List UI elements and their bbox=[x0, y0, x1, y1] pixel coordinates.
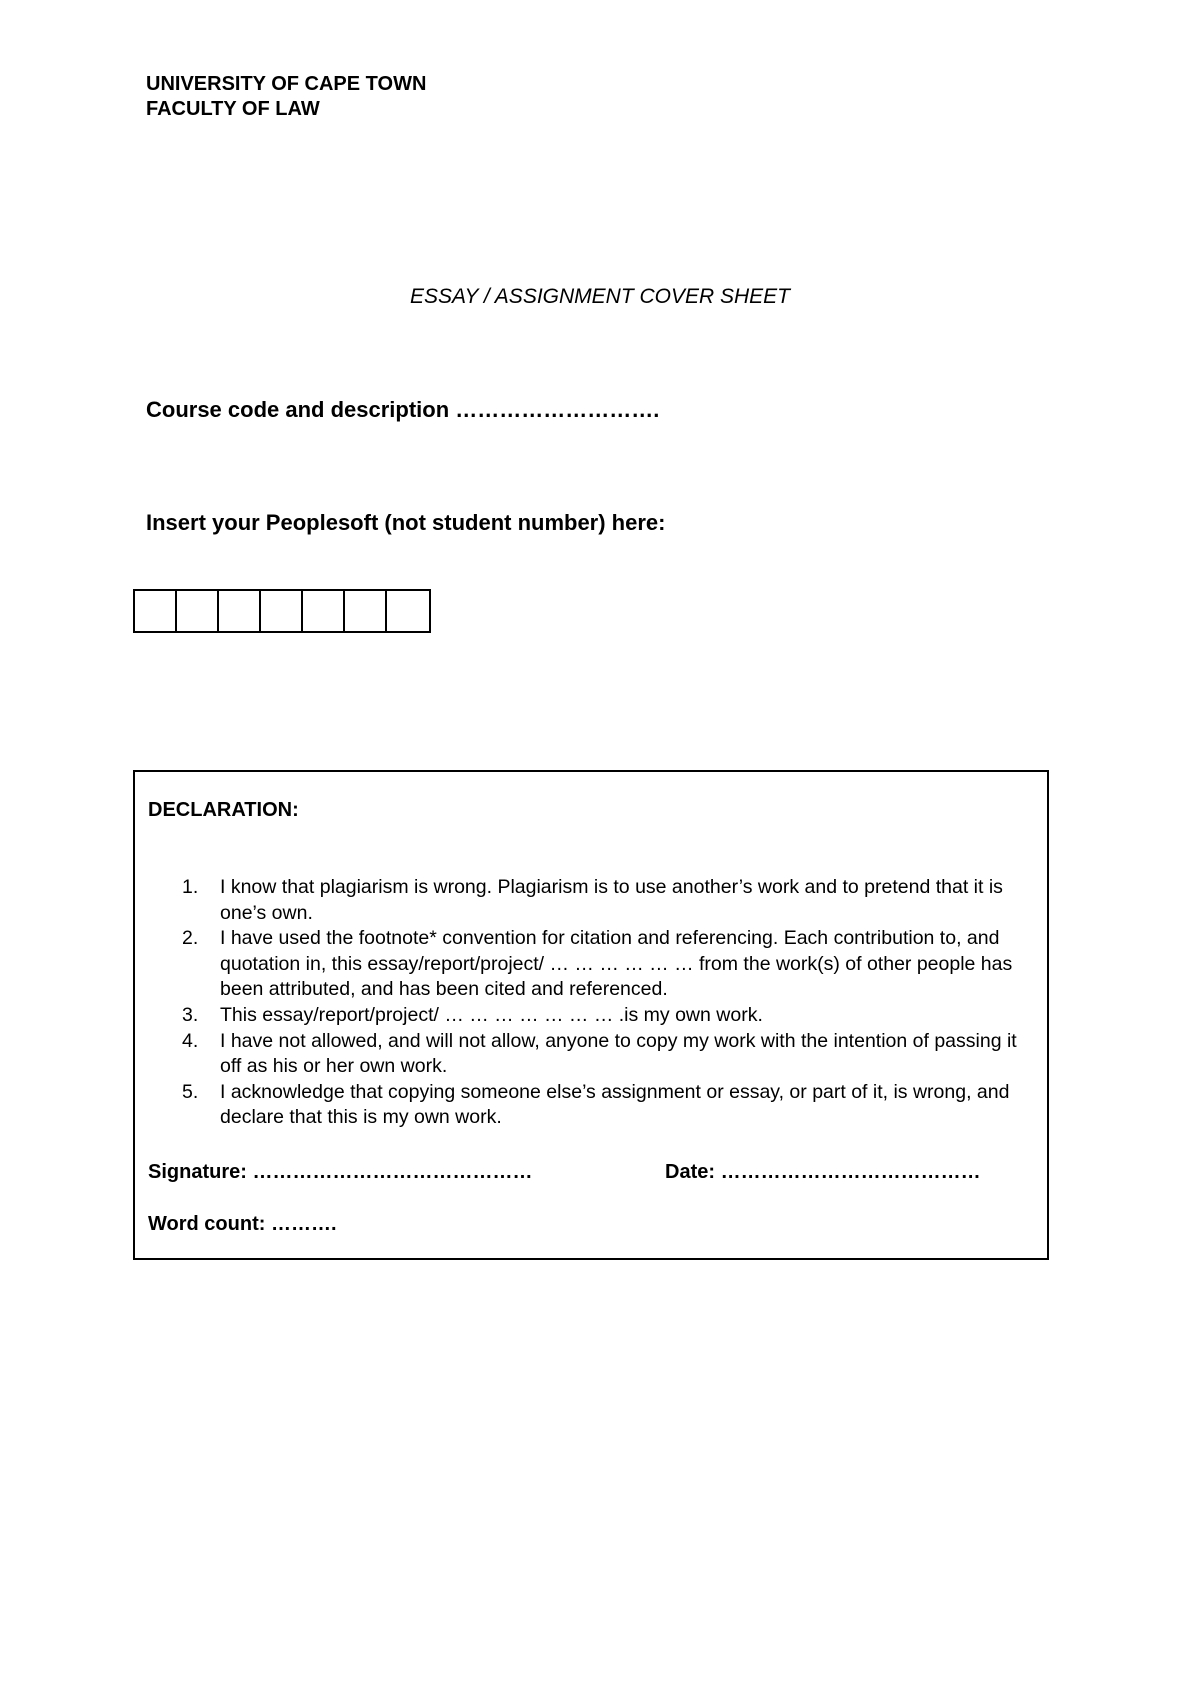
declaration-item-text: I acknowledge that copying someone else’s assignment or essay, or part of it, is wrong, and declare that this is my own work. bbox=[220, 1080, 1010, 1129]
signature-field[interactable]: Signature: …………………………………… bbox=[148, 1161, 533, 1183]
declaration-item-text: I have not allowed, and will not allow, anyone to copy my work with the intention of passing it off as his or her own work. bbox=[220, 1029, 1017, 1078]
word-count-field[interactable]: Word count: ………. bbox=[148, 1213, 337, 1235]
peoplesoft-digit-box[interactable] bbox=[177, 591, 219, 631]
peoplesoft-digit-box[interactable] bbox=[261, 591, 303, 631]
peoplesoft-number-boxes bbox=[133, 589, 431, 633]
declaration-item bbox=[135, 1029, 1051, 1080]
declaration-item bbox=[135, 926, 1051, 1003]
university-name: UNIVERSITY OF CAPE TOWN bbox=[146, 73, 427, 95]
date-field[interactable]: Date: ………………………………… bbox=[665, 1161, 981, 1183]
declaration-item-number: 3. bbox=[182, 1003, 199, 1026]
faculty-name: FACULTY OF LAW bbox=[146, 98, 320, 120]
declaration-item-number: 1. bbox=[182, 876, 199, 898]
course-code-field[interactable]: Course code and description ………………………. bbox=[146, 397, 660, 422]
peoplesoft-label: Insert your Peoplesoft (not student number) here: bbox=[146, 510, 666, 535]
peoplesoft-digit-box[interactable] bbox=[219, 591, 261, 631]
declaration-heading: DECLARATION: bbox=[148, 799, 299, 821]
declaration-item-text: This essay/report/project/ … … … … … … … .is my own work. bbox=[220, 1003, 763, 1026]
declaration-item-number: 5. bbox=[182, 1080, 199, 1103]
peoplesoft-digit-box[interactable] bbox=[135, 591, 177, 631]
declaration-item-number: 4. bbox=[182, 1029, 199, 1052]
declaration-item bbox=[135, 1080, 1051, 1131]
declaration-list bbox=[135, 875, 1051, 1131]
document-title: ESSAY / ASSIGNMENT COVER SHEET bbox=[409, 285, 791, 308]
peoplesoft-digit-box[interactable] bbox=[345, 591, 387, 631]
declaration-item bbox=[135, 1003, 1051, 1029]
declaration-item bbox=[135, 875, 1051, 926]
declaration-box bbox=[133, 770, 1049, 1260]
declaration-item-text: I know that plagiarism is wrong. Plagiarism is to use another’s work and to pretend that it is one’s own. bbox=[220, 876, 1003, 924]
declaration-item-text: I have used the footnote* convention for citation and referencing. Each contribution to, and quotation in, this essay/report/project/ … … … … … … from the work(s) of other people has been attributed, and has been cited and referenced. bbox=[220, 927, 1013, 1001]
institution-header bbox=[146, 72, 426, 122]
peoplesoft-digit-box[interactable] bbox=[387, 591, 429, 631]
peoplesoft-digit-box[interactable] bbox=[303, 591, 345, 631]
declaration-item-number: 2. bbox=[182, 927, 199, 950]
